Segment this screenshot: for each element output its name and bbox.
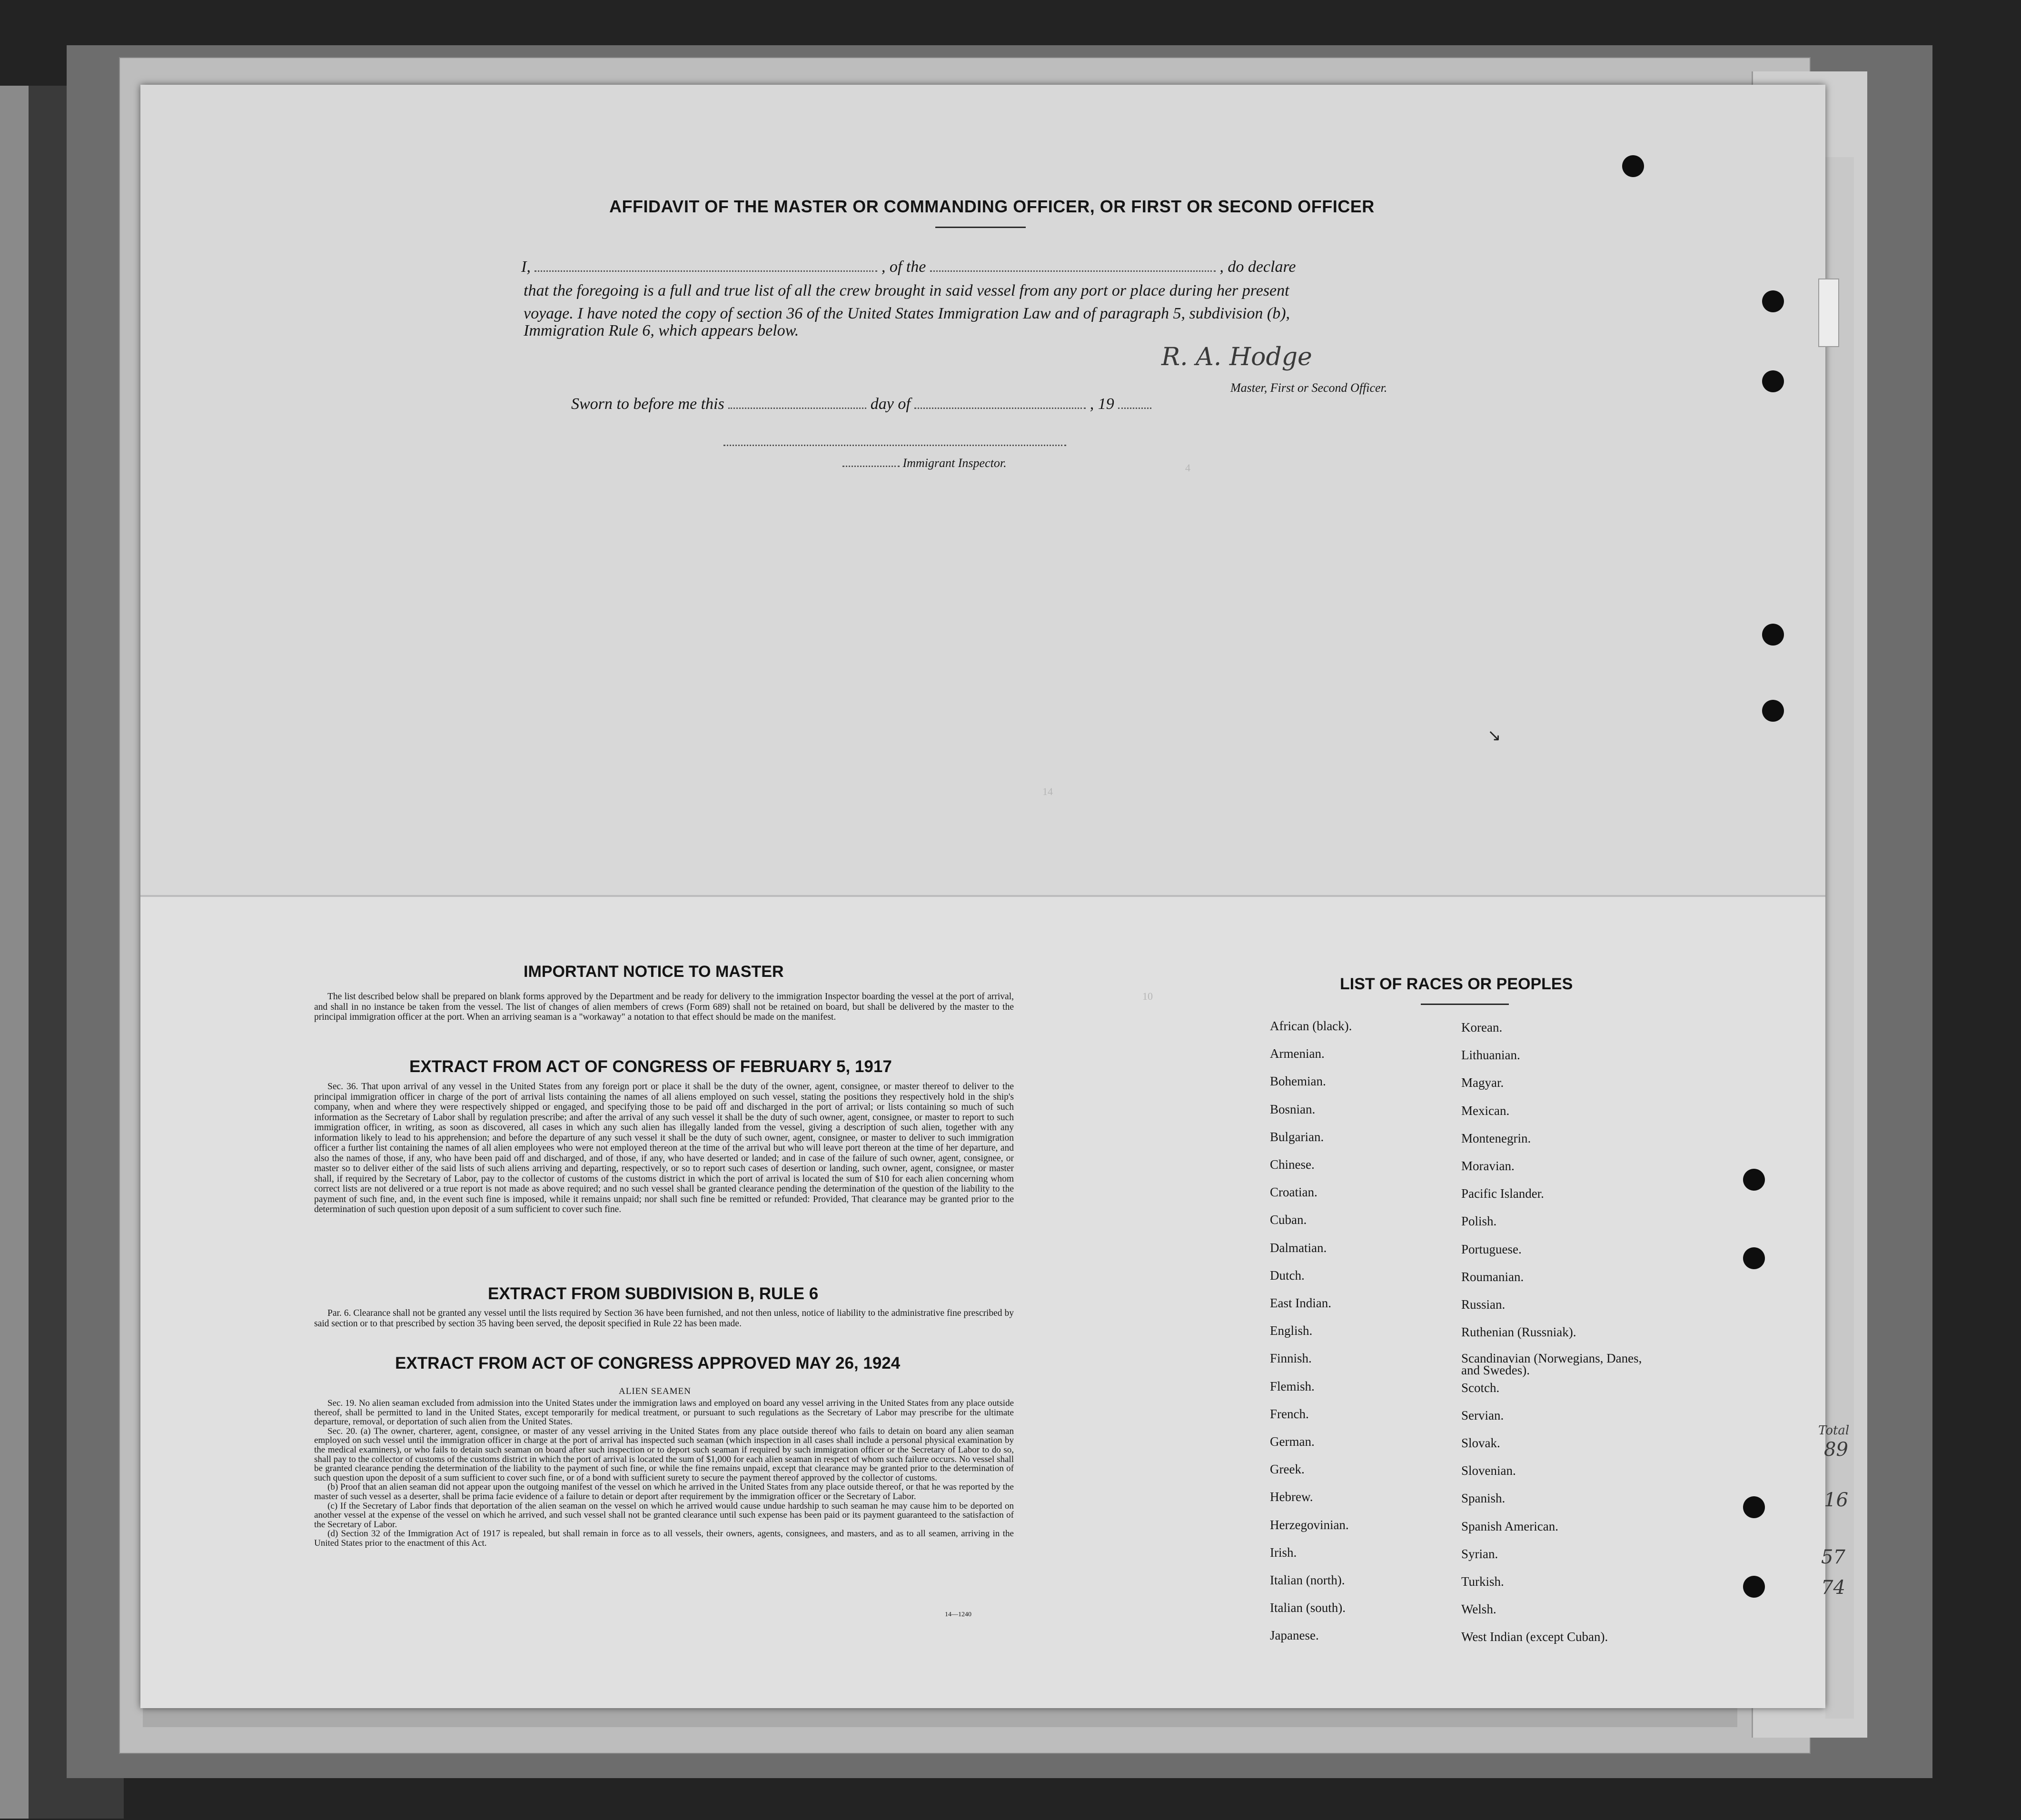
punch-hole	[1762, 624, 1784, 646]
punch-hole	[1743, 1169, 1765, 1191]
race-entry: Chinese.	[1270, 1157, 1315, 1172]
race-entry: Armenian.	[1270, 1046, 1325, 1061]
inspector-caption	[842, 456, 1007, 470]
race-entry: Scotch.	[1461, 1380, 1500, 1395]
affidavit-title: AFFIDAVIT OF THE MASTER OR COMMANDING OFFICER, OR FIRST OR SECOND OFFICER	[609, 197, 1375, 216]
race-entry: Flemish.	[1270, 1379, 1315, 1393]
race-entry: Scandinavian (Norwegians, Danes, and Swedes).	[1461, 1351, 1642, 1378]
race-entry: Welsh.	[1461, 1602, 1496, 1617]
race-entry: Russian.	[1461, 1297, 1506, 1312]
inspector-signature-blank	[723, 445, 1066, 446]
race-entry: Italian (north).	[1270, 1573, 1345, 1587]
margin-total-value: 74	[1821, 1577, 1845, 1599]
race-entry: Roumanian.	[1461, 1269, 1524, 1284]
margin-total-value: 89	[1824, 1439, 1848, 1461]
race-entry: Pacific Islander.	[1461, 1186, 1544, 1201]
race-entry: Ruthenian (Russniak).	[1461, 1325, 1576, 1340]
year-blank	[1118, 393, 1151, 409]
bottom-sheet-edge	[143, 1708, 1737, 1727]
affidavit-line-1	[521, 256, 1296, 276]
sec-20c-paragraph: (c) If the Secretary of Labor finds that deportation of the alien seaman on the vessel on which he arrived would cause undue hardship to such seaman he may cause him to be deported on another vessel at the expense of the vessel on which he arrived, and such vessel shall not be granted clearance until such expense has been paid or its payment guaranteed to the satisfaction of the Secretary of Labor.	[314, 1501, 1014, 1530]
race-entry: French.	[1270, 1406, 1309, 1421]
race-entry: West Indian (except Cuban).	[1461, 1630, 1608, 1644]
bleed-through-mark: 14	[1042, 786, 1053, 797]
race-entry: Dutch.	[1270, 1268, 1305, 1283]
sec-20b-paragraph: (b) Proof that an alien seaman did not appear upon the outgoing manifest of the vessel on which he arrived in the United States from any place outside thereof, or that he was reported by the master of such vessel as a deserter, shall be prima facie evidence of a failure to detain or deport after requirement by the immigration officer or the Secretary of Labor.	[314, 1482, 1014, 1502]
affidavit-line-2: that the foregoing is a full and true list of all the crew brought in said vessel from any port or place during her present	[524, 282, 1289, 299]
race-entry: Korean.	[1461, 1020, 1503, 1034]
inspector-caption-text: Immigrant Inspector.	[902, 456, 1007, 470]
race-entry: Dalmatian.	[1270, 1240, 1327, 1255]
race-entry: African (black).	[1270, 1019, 1352, 1033]
race-entry: Bulgarian.	[1270, 1129, 1324, 1144]
form-number: 14—1240	[945, 1611, 971, 1618]
sworn-line	[571, 393, 1151, 413]
punch-hole	[1762, 370, 1784, 392]
races-title: LIST OF RACES OR PEOPLES	[1340, 975, 1573, 993]
page-fold	[140, 895, 1825, 897]
race-entry: English.	[1270, 1323, 1313, 1338]
punch-hole	[1743, 1576, 1765, 1598]
alien-seamen-subtitle: ALIEN SEAMEN	[619, 1386, 691, 1396]
punch-hole	[1622, 155, 1644, 177]
race-entry: Montenegrin.	[1461, 1131, 1531, 1145]
inspector-leader	[842, 456, 900, 467]
master-signature: R. A. Hodge	[1161, 343, 1312, 371]
vessel-prefix: , of the	[881, 258, 926, 276]
month-blank	[914, 393, 1086, 409]
title-rule	[935, 227, 1026, 228]
punch-hole	[1743, 1496, 1765, 1518]
races-title-rule	[1421, 1004, 1509, 1005]
margin-total-label: Total	[1818, 1423, 1850, 1438]
race-entry: Lithuanian.	[1461, 1048, 1520, 1063]
bleed-through-mark: 4	[1185, 462, 1190, 474]
extract-1917-text	[314, 1082, 1014, 1215]
race-entry: Spanish.	[1461, 1491, 1506, 1506]
race-entry: Bosnian.	[1270, 1102, 1316, 1116]
day-blank	[728, 393, 866, 409]
race-entry: Polish.	[1461, 1214, 1497, 1229]
declarant-name-blank	[535, 256, 877, 272]
notice-title: IMPORTANT NOTICE TO MASTER	[524, 963, 784, 981]
race-entry: Syrian.	[1461, 1546, 1498, 1561]
sec-20d-paragraph: (d) Section 32 of the Immigration Act of 1917 is repealed, but shall remain in force as to all vessels, their owners, agents, consignees, and masters, and as to all seamen, arriving in the United States prior to the enactment of this Act.	[314, 1529, 1014, 1548]
sec-19-paragraph: Sec. 19. No alien seaman excluded from admission into the United States under the immigration laws and employed on board any vessel arriving in the United States from any place outside thereof, shall be permitted to land in the United States, except temporarily for medical treatment, or pursuant to such regulations as the Secretary of Labor may prescribe for the ultimate departure, removal, or deportation of such alien from the United States.	[314, 1398, 1014, 1427]
rule-6-text	[314, 1308, 1014, 1329]
right-sheet-edge	[1825, 157, 1854, 1719]
punch-hole	[1762, 290, 1784, 312]
paper-tab	[1818, 278, 1839, 347]
affidavit-line-3: voyage. I have noted the copy of section 36 of the United States Immigration Law and of paragraph 5, subdivision (b),	[524, 305, 1290, 322]
declare-text: , do declare	[1219, 258, 1296, 276]
race-entry: Herzegovinian.	[1270, 1517, 1349, 1532]
race-entry: Portuguese.	[1461, 1242, 1522, 1256]
race-entry: Spanish American.	[1461, 1519, 1558, 1533]
sworn-year: , 19	[1090, 395, 1114, 413]
race-entry: Servian.	[1461, 1408, 1504, 1422]
vessel-name-blank	[930, 256, 1216, 272]
race-entry: Irish.	[1270, 1545, 1297, 1560]
race-entry: Japanese.	[1270, 1628, 1319, 1643]
stray-mark: ↘	[1487, 727, 1501, 745]
margin-total-value: 16	[1824, 1489, 1848, 1511]
punch-hole	[1762, 700, 1784, 722]
extract-1924-text	[314, 1399, 1014, 1548]
race-entry: Bohemian.	[1270, 1074, 1326, 1089]
race-entry: Croatian.	[1270, 1185, 1318, 1200]
notice-paragraph: The list described below shall be prepared on blank forms approved by the Department and be ready for delivery to the immigration Inspector boarding the vessel at the port of arrival, and shall in no instance be taken from the vessel. The list of changes of alien members of crews (Form 689) shall not be retained on board, but shall be delivered by the master to the principal immigration officer at the port. When an arriving seaman is a "workaway" a notation to that effect should be made on the manifest.	[314, 992, 1014, 1022]
race-entry: Italian (south).	[1270, 1601, 1346, 1615]
sec-20a-paragraph: Sec. 20. (a) The owner, charterer, agent, consignee, or master of any vessel arriving in the United States from any place outside thereof who fails to detain on board any alien seaman employed on such vessel until the immigration officer in charge at the port of arrival has inspected such seaman (which inspection in all cases shall include a personal physical examination by the medical examiners), or who fails to detain such seaman on board after such inspection or to deport such seaman if required by such immigration officer or the Secretary of Labor to do so, shall pay to the collector of customs of the customs district in which the port of arrival is located the sum of $1,000 for each alien seaman in respect of whom such failure occurs. No vessel shall be granted clearance pending the determination of the liability to the payment of such fine, or while the fine remains unpaid, except that clearance may be granted prior to the determination of such question upon the deposit of a sum sufficient to cover such fine, or of a bond with sufficient surety to secure the payment thereof approved by the collector of customs.	[314, 1426, 1014, 1483]
section-36-paragraph: Sec. 36. That upon arrival of any vessel in the United States from any foreign port or place it shall be the duty of the owner, agent, consignee, or master thereof to deliver to the principal immigration officer in charge of the port of arrival lists containing the names of all aliens employed on such vessel, stating the positions they respectively hold in the ship's company, when and where they were respectively shipped or engaged, and specifying those to be paid off and discharged in the port of arrival; or lists containing so much of such information as the Secretary of Labor shall by regulation prescribe; and after the arrival of any such vessel it shall be the duty of such owner, agent, consignee, or master to report to such immigration officer, in writing, as soon as discovered, all cases in which any such alien has illegally landed from the vessel, giving a description of such alien, together with any information likely to lead to his apprehension; and before the departure of any such vessel it shall be the duty of such owner, agent, consignee, or master to deliver to such immigration officer a further list containing the names of all alien employees who were not employed thereon at the time of the arrival but who will leave port thereon at the time of her departure, and also the names of those, if any, who have been paid off and discharged, and of those, if any, who have deserted or landed; and in case of the failure of such owner, agent, consignee, or master so to deliver either of the said lists of such aliens arriving and departing, respectively, or so to report such cases of desertion or landing, such owner, agent, consignee, or master shall, if required by the Secretary of Labor, pay to the collector of customs of the customs district in which the port of arrival is located the sum of $10 for each alien concerning whom correct lists are not delivered or a true report is not made as above required; and no such vessel shall be granted clearance pending the determination of the question of the liability to the payment of such fine, and, in the event such fine is imposed, while it remains unpaid; nor shall such fine be remitted or refunded: Provided, That clearance may be granted prior to the determination of such question upon deposit of a sum sufficient to cover such fine.	[314, 1082, 1014, 1214]
race-entry: Finnish.	[1270, 1351, 1312, 1366]
left-binding-strip	[0, 86, 29, 1819]
extract-1917-title: EXTRACT FROM ACT OF CONGRESS OF FEBRUARY 5, 1917	[409, 1057, 892, 1076]
punch-hole	[1743, 1247, 1765, 1269]
signature-caption: Master, First or Second Officer.	[1230, 381, 1387, 395]
margin-total-value: 57	[1821, 1546, 1845, 1568]
affidavit-line-4: Immigration Rule 6, which appears below.	[524, 322, 799, 339]
race-entry: Turkish.	[1461, 1574, 1504, 1589]
extract-1924-title: EXTRACT FROM ACT OF CONGRESS APPROVED MAY 26, 1924	[395, 1354, 901, 1372]
race-entry: Magyar.	[1461, 1075, 1504, 1090]
notice-text	[314, 992, 1014, 1023]
race-entry: Slovak.	[1461, 1436, 1500, 1450]
race-entry: East Indian.	[1270, 1296, 1331, 1310]
rule-6-paragraph: Par. 6. Clearance shall not be granted any vessel until the lists required by Section 36 have been furnished, and not then unless, notice of liability to the administrative fine prescribed by said section or to that prescribed by section 35 having been served, the deposit specified in Rule 22 has been made.	[314, 1308, 1014, 1329]
sworn-day-of: day of	[870, 395, 911, 413]
race-entry: Hebrew.	[1270, 1490, 1313, 1504]
race-entry: Mexican.	[1461, 1103, 1510, 1118]
race-entry: Moravian.	[1461, 1159, 1515, 1173]
rule-6-title: EXTRACT FROM SUBDIVISION B, RULE 6	[488, 1284, 819, 1303]
race-entry: Greek.	[1270, 1462, 1305, 1477]
sworn-prefix: Sworn to before me this	[571, 395, 724, 413]
declarant-prefix: I,	[521, 258, 531, 276]
race-entry: German.	[1270, 1434, 1315, 1449]
bleed-through-mark: 10	[1142, 990, 1153, 1002]
race-entry: Cuban.	[1270, 1213, 1307, 1227]
race-entry: Slovenian.	[1461, 1463, 1516, 1478]
